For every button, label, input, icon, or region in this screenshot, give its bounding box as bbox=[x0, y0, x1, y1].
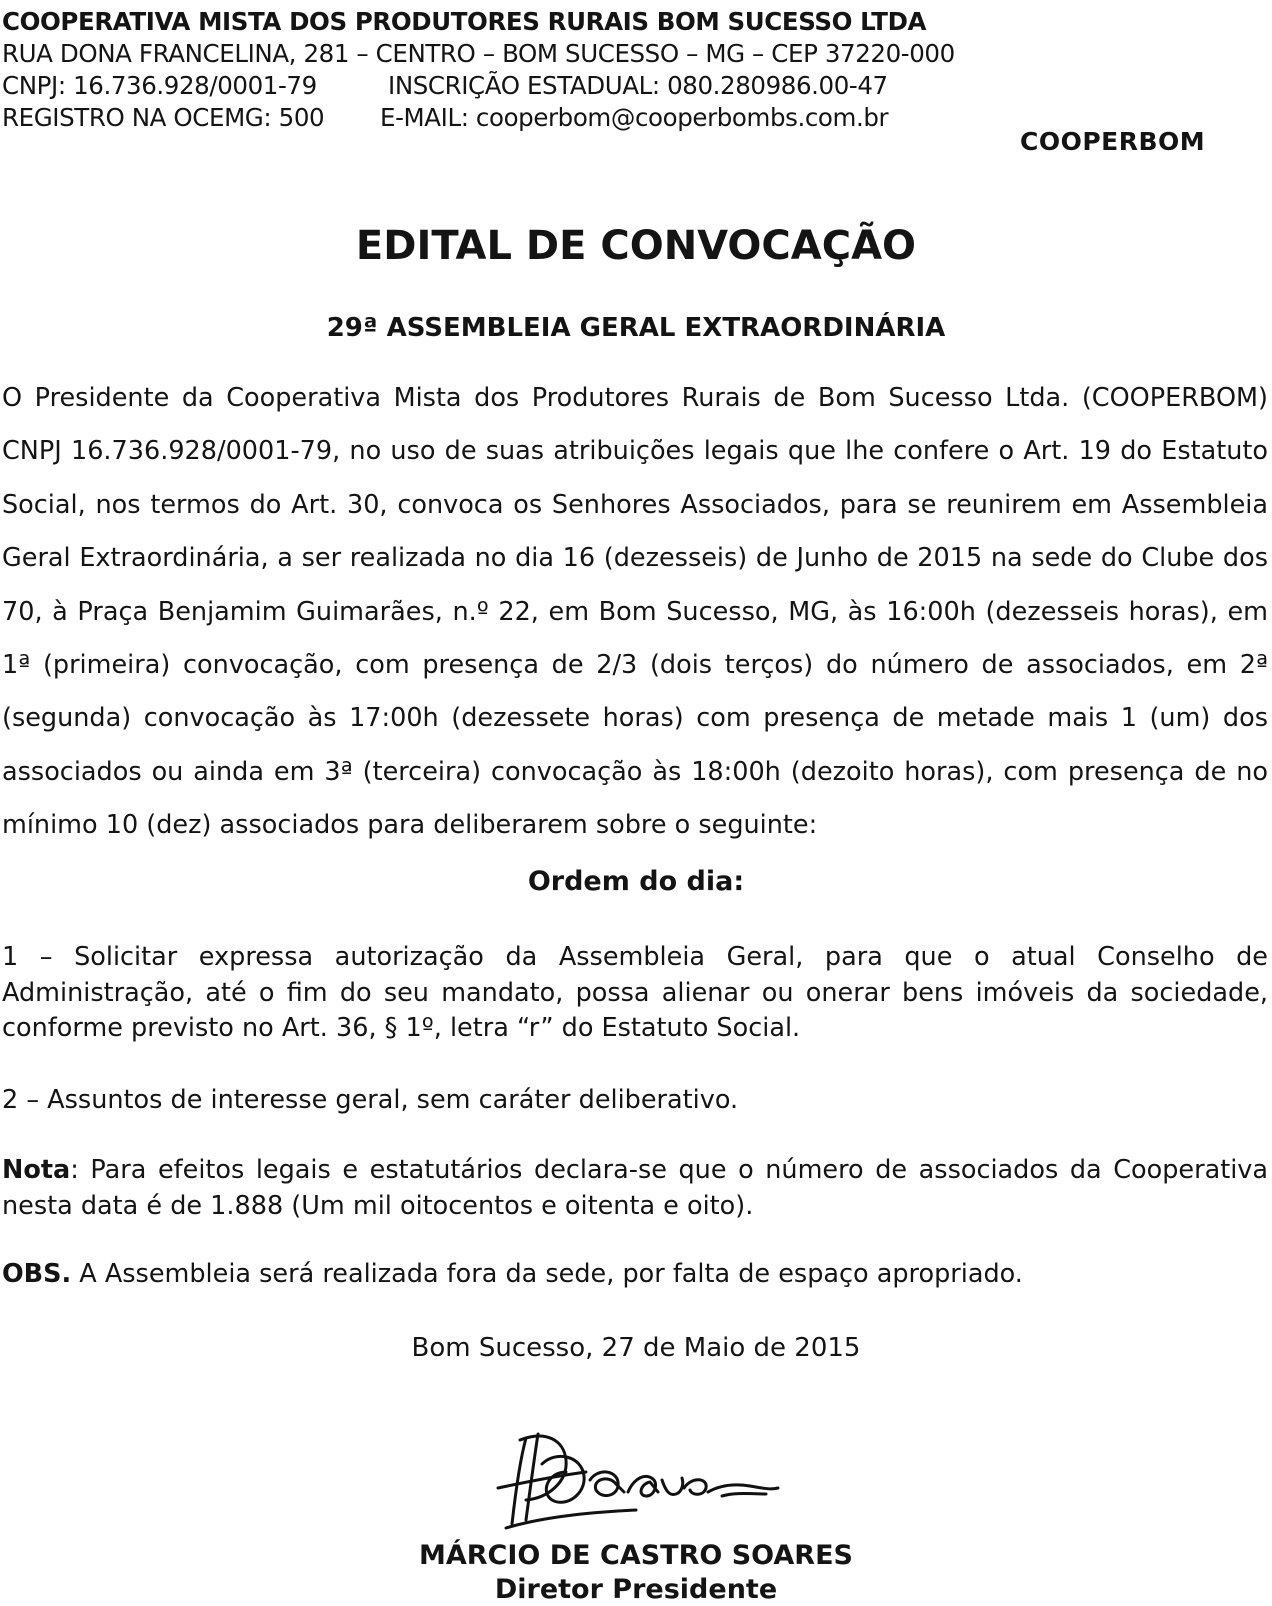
org-state-registration: INSCRIÇÃO ESTADUAL: 080.280986.00-47 bbox=[388, 71, 888, 100]
signer-role: Diretor Presidente bbox=[494, 1574, 778, 1605]
agenda-title: Ordem do dia: bbox=[527, 866, 745, 897]
signer-name: MÁRCIO DE CASTRO SOARES bbox=[419, 1540, 853, 1571]
brand-name: COOPERBOM bbox=[1020, 127, 1206, 156]
org-email: E-MAIL: cooperbom@cooperbombs.com.br bbox=[380, 103, 889, 132]
org-address: RUA DONA FRANCELINA, 281 – CENTRO – BOM SUCESSO – MG – CEP 37220-000 bbox=[2, 39, 955, 68]
page-subtitle: 29ª ASSEMBLEIA GERAL EXTRAORDINÁRIA bbox=[326, 313, 946, 343]
org-ocemg-registration: REGISTRO NA OCEMG: 500 bbox=[2, 103, 325, 132]
signature-image bbox=[486, 1420, 786, 1540]
observation-text: A Assembleia será realizada fora da sede, por falta de espaço apropriado. bbox=[71, 1259, 1023, 1289]
org-cnpj: CNPJ: 16.736.928/0001-79 bbox=[2, 71, 317, 100]
note-text: : Para efeitos legais e estatutários declara-se que o número de associados da Cooperativa nesta data é de 1.888 (Um mil oitocentos e oitenta e oito). bbox=[2, 1155, 1268, 1221]
observation-label: OBS. bbox=[2, 1259, 72, 1289]
date-line: Bom Sucesso, 27 de Maio de 2015 bbox=[411, 1333, 861, 1363]
convocation-paragraph: O Presidente da Cooperativa Mista dos Produtores Rurais de Bom Sucesso Ltda. (COOPERBOM) CNPJ 16.736.928/0001-79, no uso de suas atribuições legais que lhe confere o Art. 19 do Estatuto Social, nos termos do Art. 30, convoca os Senhores Associados, para se reunirem em Assembleia Geral Extraordinária, a ser realizada no dia 16 (dezesseis) de Junho de 2015 na sede do Clube dos 70, à Praça Benjamim Guimarães, n.º 22, em Bom Sucesso, MG, às 16:00h (dezesseis horas), em 1ª (primeira) convocação, com presença de 2/3 (dois terços) do número de associados, em 2ª (segunda) convocação às 17:00h (dezessete horas) com presença de metade mais 1 (um) dos associados ou ainda em 3ª (terceira) convocação às 18:00h (dezoito horas), com presença de no mínimo 10 (dez) associados para deliberarem sobre o seguinte: bbox=[2, 383, 1268, 841]
observation-paragraph bbox=[2, 1257, 1268, 1293]
agenda-item-1: 1 – Solicitar expressa autorização da Assembleia Geral, para que o atual Conselho de Administração, até o fim do seu mandato, possa alienar ou onerar bens imóveis da sociedade, conforme previsto no Art. 36, § 1º, letra “r” do Estatuto Social. bbox=[2, 942, 1268, 1043]
org-name: COOPERATIVA MISTA DOS PRODUTORES RURAIS BOM SUCESSO LTDA bbox=[2, 7, 927, 36]
note-label: Nota bbox=[2, 1155, 71, 1185]
agenda-item-2: 2 – Assuntos de interesse geral, sem caráter deliberativo. bbox=[2, 1085, 739, 1115]
page-title: EDITAL DE CONVOCAÇÃO bbox=[355, 223, 917, 269]
note-paragraph bbox=[2, 1153, 1268, 1224]
